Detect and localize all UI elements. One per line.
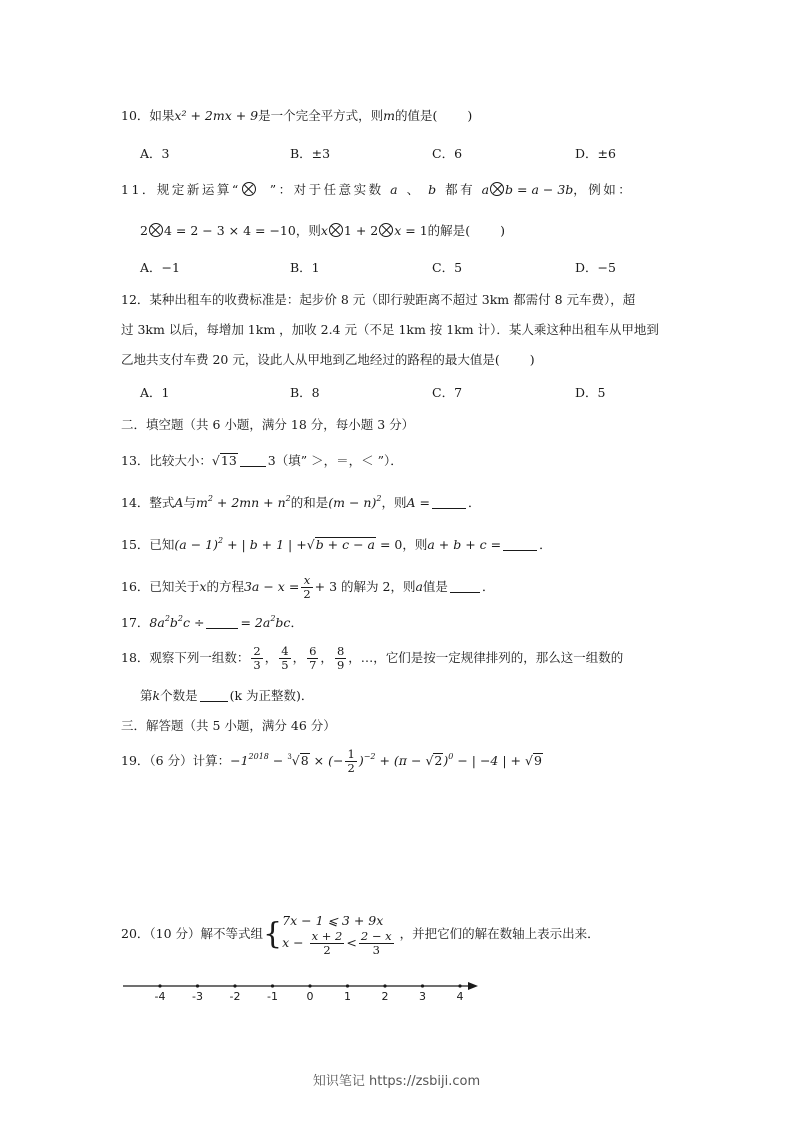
fraction: $\frac{6}{7}$: [309, 644, 317, 672]
number-line-tick: [158, 984, 161, 987]
number-line-tick-label: 2: [381, 990, 389, 1003]
fraction: $\frac{x + 2}{2}$: [311, 929, 343, 957]
footer-watermark: 知识笔记 https://zsbiji.com: [312, 1074, 481, 1089]
q10-option-c: C．6: [432, 146, 463, 161]
number-line-tick: [346, 984, 349, 987]
number-line-tick: [308, 984, 311, 987]
fraction: $\frac{8}{9}$: [336, 644, 345, 672]
q12-option-d: D．5: [575, 385, 606, 400]
system-brace: {: [263, 916, 283, 952]
q10-option-a: A．3: [140, 146, 170, 161]
number-line-tick: [421, 984, 424, 987]
q12-stem-line2: 过 3km 以后，每增加 1km ，加收 2.4 元（不足 1km 按 1km 计）．某人乘这种出租车从甲地到: [121, 322, 659, 337]
section-fill-in-heading: 二．填空题（共 6 小题，满分 18 分，每小题 3 分）: [121, 417, 415, 432]
q14: 14．整式A与$m^2 + 2mn + n^2$的和是$(m - n)^2$，则A = ．: [121, 494, 481, 510]
number-line-tick: [271, 984, 274, 987]
q15: 15．已知$(a - 1)^2$ + | b + 1 | +√b + c − a = 0，则a + b + c = ．: [121, 536, 552, 552]
number-line-tick: [233, 984, 236, 987]
fraction: $\frac{2 - x}{3}$: [360, 929, 392, 957]
q18-line1: 18．观察下列一组数： $\frac{2}{3}$ ， $\frac{4}{5}$ ， $\frac{6}{7}$ ， $\frac{8}{9}$ ，…，它们是按一定规律排列的，那么这一组数的: [121, 644, 624, 672]
q12-option-a: A．1: [140, 385, 170, 400]
q12-stem-line1: 12．某种出租车的收费标准是：起步价 8 元（即行驶距离不超过 3km 都需付 8 元车费），超: [121, 292, 636, 307]
q12-option-b: B．8: [290, 385, 320, 400]
q18-line2: 第k个数是 (k 为正整数)．: [140, 688, 314, 703]
q11-stem-line1: 11．规定新运算“ ”：对于任意实数 a 、 b 都有 a b = a − 3b，例如：: [121, 182, 634, 197]
inequality-system: 7x − 1 ⩽ 3 + 9x x − $\frac{x + 2}{2}$ < $\frac{2 - x}{3}$: [282, 913, 392, 957]
q19: 19．（6 分）计算：$-1^{2018} - ^3√8$ × (− $\frac{1}{2}$ )$^{-2} + (\pi - √2)^0$ − | −4 | + √9: [121, 747, 542, 775]
q11-option-a: A．−1: [140, 260, 180, 275]
number-line-tick-label: -1: [267, 990, 278, 1003]
q11-stem-line2: 2 4 = 2 − 3 × 4 = −10，则x 1 + 2 x = 1的解是( ): [140, 223, 505, 238]
section-solve-heading: 三．解答题（共 5 小题，满分 46 分）: [121, 718, 336, 733]
q12-stem-line3: 乙地共支付车费 20 元，设此人从甲地到乙地经过的路程的最大值是( ): [121, 352, 535, 367]
q10-stem: 10．如果x² + 2mx + 9是一个完全平方式，则m的值是( ): [121, 108, 473, 123]
number-line-tick-label: 4: [456, 990, 464, 1003]
q13: 13．比较大小：√13 3（填” ＞，＝，＜ ”）．: [121, 453, 403, 468]
number-line-tick-label: 0: [306, 990, 314, 1003]
number-line-tick: [196, 984, 199, 987]
fraction: $\frac{2}{3}$: [253, 644, 261, 672]
number-line-tick-label: 1: [344, 990, 351, 1003]
q17: 17．$8a^2b^2c$ ÷ = $2a^2bc$．: [121, 614, 303, 630]
q10-option-d: D．±6: [575, 146, 616, 161]
q11-option-b: B．1: [290, 260, 320, 275]
number-line-tick-label: -3: [192, 990, 203, 1003]
number-line-tick-label: -2: [229, 990, 241, 1003]
fraction: $\frac{4}{5}$: [281, 644, 289, 672]
q11-option-c: C．5: [432, 260, 463, 275]
number-line-tick: [458, 984, 461, 987]
q16: 16．已知关于x的方程3a − x = $\frac{x}{2}$ + 3 的解为 2，则a值是 ．: [121, 573, 495, 601]
fraction: $\frac{x}{2}$: [303, 573, 311, 601]
number-line-tick: [383, 984, 386, 987]
number-line-tick-label: -4: [154, 990, 166, 1003]
q20: 20．（10 分）解不等式组{7x − 1 ⩽ 3 + 9x x − $\frac{x + 2}{2}$ < $\frac{2 - x}{3}$ ，并把它们的解在数轴上表示出来．: [121, 913, 600, 957]
q12-option-c: C．7: [432, 385, 463, 400]
number-line-tick-label: 3: [419, 990, 426, 1003]
fraction: $\frac{1}{2}$: [347, 747, 355, 775]
number-line-arrow: [468, 982, 478, 990]
q10-option-b: B．±3: [290, 146, 331, 161]
q11-option-d: D．−5: [575, 260, 616, 275]
